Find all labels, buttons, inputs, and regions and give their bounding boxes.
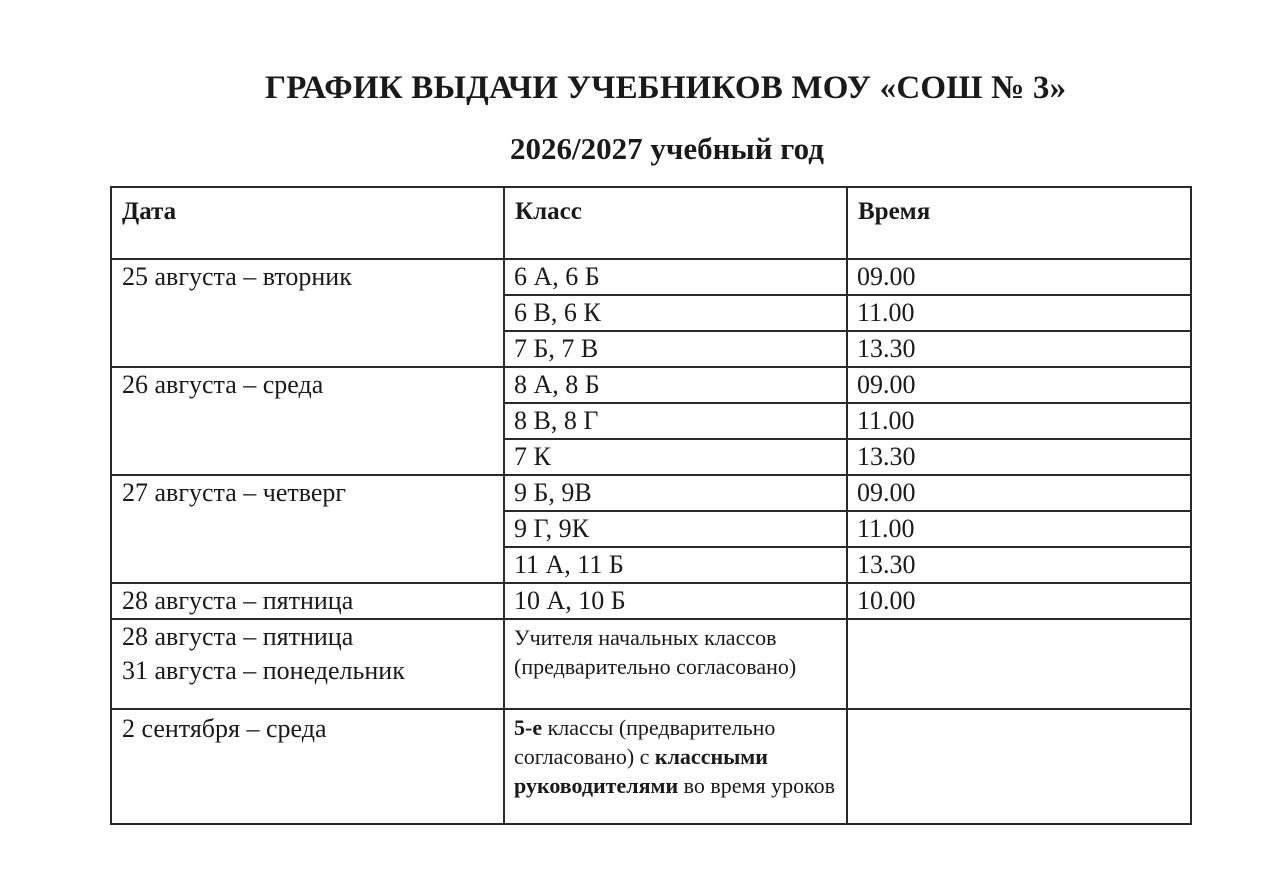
class-cell: 6 В, 6 К	[504, 295, 847, 331]
class-cell: Учителя начальных классов (предварительно согласовано)	[504, 619, 847, 709]
class-cell: 6 А, 6 Б	[504, 259, 847, 295]
class-cell: 8 В, 8 Г	[504, 403, 847, 439]
date-line: 28 августа – пятница	[122, 622, 354, 651]
time-cell	[847, 709, 1191, 824]
time-cell: 11.00	[847, 403, 1191, 439]
class-cell	[504, 709, 847, 824]
class-cell: 7 Б, 7 В	[504, 331, 847, 367]
bold-text: классными руководителями	[514, 744, 768, 798]
table-row	[111, 583, 1191, 619]
date-cell: 26 августа – среда	[111, 367, 504, 475]
time-cell: 11.00	[847, 511, 1191, 547]
header-date: Дата	[111, 187, 504, 259]
time-cell: 13.30	[847, 547, 1191, 583]
header-class: Класс	[504, 187, 847, 259]
header-time: Время	[847, 187, 1191, 259]
bold-text: 5-е	[514, 715, 543, 740]
table-header-row	[111, 187, 1191, 259]
class-cell: 9 Г, 9К	[504, 511, 847, 547]
plain-text: классы (предварительно согласовано) с	[514, 715, 776, 769]
schedule-table	[110, 186, 1192, 825]
class-cell: 9 Б, 9В	[504, 475, 847, 511]
time-cell: 09.00	[847, 259, 1191, 295]
plain-text: во время уроков	[678, 773, 836, 798]
table-row-fifth	[111, 709, 1191, 824]
date-cell: 2 сентября – среда	[111, 709, 504, 824]
date-cell: 25 августа – вторник	[111, 259, 504, 367]
document-subtitle: 2026/2027 учебный год	[510, 131, 824, 166]
table-row	[111, 475, 1191, 511]
table-row-primary	[111, 619, 1191, 709]
class-cell: 7 К	[504, 439, 847, 475]
table-row	[111, 259, 1191, 295]
time-cell: 13.30	[847, 331, 1191, 367]
date-cell	[111, 619, 504, 709]
time-cell: 09.00	[847, 367, 1191, 403]
class-cell: 8 А, 8 Б	[504, 367, 847, 403]
time-cell: 10.00	[847, 583, 1191, 619]
date-cell: 27 августа – четверг	[111, 475, 504, 583]
class-cell: 10 А, 10 Б	[504, 583, 847, 619]
time-cell: 09.00	[847, 475, 1191, 511]
time-cell	[847, 619, 1191, 709]
time-cell: 13.30	[847, 439, 1191, 475]
time-cell: 11.00	[847, 295, 1191, 331]
date-cell: 28 августа – пятница	[111, 583, 504, 619]
class-cell: 11 А, 11 Б	[504, 547, 847, 583]
table-row	[111, 367, 1191, 403]
document-title: ГРАФИК ВЫДАЧИ УЧЕБНИКОВ МОУ «СОШ № 3»	[265, 70, 1067, 106]
date-line: 31 августа – понедельник	[122, 656, 405, 685]
